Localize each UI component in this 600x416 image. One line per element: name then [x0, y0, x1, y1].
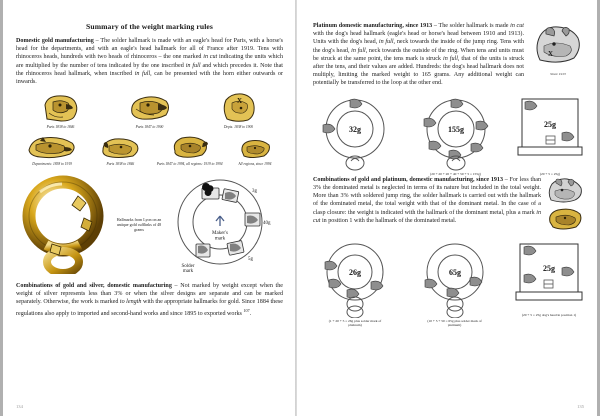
hallmark-caption: Depts. 1838 to 1900: [223, 125, 254, 130]
page-number-left: 134: [16, 404, 23, 409]
ring-photo-diagram-band: [16, 172, 283, 276]
rhinoceros-head-icon: [99, 136, 141, 160]
svg-text:X: X: [548, 50, 554, 58]
paragraph-silver-lead: Combinations of gold and silver, domestic manufacturing: [16, 283, 172, 290]
hallmark-punch: [92, 136, 148, 166]
paragraph-gold-silver: [16, 282, 283, 318]
diagram-formula: (20 + 5 = 25g): [539, 171, 561, 176]
diagram-ring-155g: [413, 97, 499, 176]
gold-platinum-figures: [546, 176, 586, 234]
weight-value: 25g: [543, 263, 555, 273]
weight-value: 26g: [349, 267, 361, 277]
hallmark-punch: [203, 91, 275, 129]
diagram-formula: (20 + 20 + 20 + 40 + 50 + 5 = 155g): [430, 171, 481, 176]
paragraph-platinum-text: – The solder hallmark is made: [432, 23, 511, 29]
paragraph-platinum-lead: Platinum domestic manufacturing, since 1913: [313, 23, 433, 29]
paragraph-gold-text2: indicating the units which are multiplied by the number of tens indicated by the one inscribed: [16, 54, 283, 69]
ring-positions-diagram: [166, 172, 274, 276]
weight-value: 32g: [349, 124, 361, 134]
diagram-plate-25g-dog: [512, 242, 586, 317]
hallmark-caption: Paris 1838 to 1846: [106, 161, 135, 166]
gold-ring-photograph: [16, 174, 112, 274]
left-page: [0, 0, 297, 416]
horse-head-icon: [26, 134, 78, 160]
paragraph-gp-text: – For less than 3% the dominated metal is neglected in terms of its nature but included in the total weight. More than 3% with soldered jump ring, the solder hallmark is carried out with the hallmark of the dominated metal, the total weight with that of the dominant metal. In the case of a clasp closure: the weight is indicated with the hallmark of the dominant metal, plus a mark: [313, 176, 541, 216]
dog-head-figure: [530, 22, 586, 76]
page-edge-left: [0, 0, 3, 416]
svg-text:X: X: [236, 97, 242, 106]
paragraph-gold-italic3: in full: [134, 70, 151, 77]
paragraph-platinum-italic2: in full: [378, 39, 394, 46]
paragraph-silver-text3: .: [249, 310, 252, 317]
paragraph-platinum-text3: , neck towards the inside of the jump ring. Tens with the dog's head,: [313, 39, 524, 54]
horse-head-icon: [220, 91, 258, 123]
weight-value: 25g: [544, 119, 556, 129]
rhinoceros-head-icon: [238, 138, 272, 160]
ring-photo-caption: Hallmarks from Lyon on an antique gold cufflinks of 48 grams: [116, 216, 162, 232]
eagle-head-icon: [128, 93, 172, 123]
diagram-plate-25g: [514, 97, 586, 176]
dog-head-icon: [532, 22, 584, 66]
diagram-ring-26g: [313, 242, 397, 327]
rhinoceros-head-icon: [170, 134, 210, 160]
eagle-head-icon: [41, 93, 81, 123]
ring-weight-diagram: [412, 242, 498, 318]
hallmark-caption: All regions, since 1994: [238, 161, 272, 166]
diagram-ring-65g: [412, 242, 498, 327]
hallmark-punch: [20, 134, 84, 166]
dog-head-caption: Since 1913: [550, 72, 566, 76]
paragraph-silver-text: – Not marked by weight except when the weight of silver represents less than 3% or when the silver designs are separate and can be marked separately. Otherwise, the work is marked: [16, 283, 284, 306]
hallmark-caption: Paris 1847 to 1900: [135, 125, 164, 130]
ring-weight-diagram: [313, 242, 397, 318]
hallmark-punch-row-1: [16, 91, 283, 129]
footnote-marker: 107: [243, 307, 250, 313]
paragraph-platinum-text5: , that of the units is struck after the tens, and their values are added. Hundreds: the dog's head hallmark does not multiply, limiting the marked weight to 165 grams. Any additional weight can potentially be transferred to the loop at the other end.: [313, 55, 524, 87]
platinum-diagram-row: [313, 97, 586, 176]
diagram-ring-32g: [313, 97, 397, 172]
weight-value: 155g: [447, 124, 464, 134]
solder-mark-label: Solder: [181, 264, 195, 270]
hallmark-position-diagram: [166, 172, 274, 276]
paragraph-gold-text3: and which precedes it. Note that the rhinoceros head hallmark, when inscribed: [16, 62, 283, 77]
paragraph-gold-text: – The solder hallmark is made with an eagle's head for Paris, with a horse's head for the departments, and with an eagle's head hallmark for all of France after 1919. Tens with rhinoceros heads, hundreds with two heads of rhinoceros – the one marked: [16, 38, 283, 61]
plate-weight-diagram: [512, 242, 586, 312]
weight-label: 3g: [252, 189, 257, 195]
paragraph-platinum-text4: , neck towards the outside of the ring. When tens and units must be struck at the same point, the tens mark is struck: [313, 47, 524, 62]
dog-head-icon: [546, 176, 584, 204]
ring-weight-diagram: [313, 97, 397, 171]
hallmark-punch: [114, 93, 186, 129]
page-number-right: 135: [577, 404, 584, 409]
paragraph-gp-italic1: in cut: [313, 209, 541, 224]
hallmark-caption: Paris 1838 to 1846: [46, 125, 75, 130]
page-title: Summary of the weight marking rules: [86, 22, 213, 31]
paragraph-gold-manufacturing: [16, 37, 283, 86]
paragraph-gp-text2: in position 1 with the hallmark of the dominated metal.: [320, 217, 457, 224]
diagram-formula: (10 + 5 + 50 = 65g plus solder mark of platinum): [427, 318, 482, 328]
paragraph-gold-italic2: in full: [185, 62, 201, 69]
paragraph-platinum-italic1: in cut: [510, 23, 524, 29]
diagram-formula: (1 + 20 + 5 = 26g plus solder mark of platinum): [328, 318, 382, 328]
paragraph-silver-italic1: to length: [119, 299, 142, 306]
paragraph-platinum-italic3: in full: [351, 47, 366, 54]
rhinoceros-head-icon: [546, 206, 584, 232]
paragraph-gold-text4: , can be presented with the horn either outwards or inwards.: [16, 70, 284, 86]
paragraph-gold-italic1: in cut: [203, 54, 218, 61]
hallmark-punch: [25, 93, 97, 129]
plate-weight-diagram: [514, 97, 586, 171]
weight-value: 65g: [448, 267, 461, 277]
paragraph-gp-lead: Combinations of gold and platinum, domestic manufacturing, since 1913: [313, 176, 504, 183]
paragraph-gold-lead: Domestic gold manufacturing: [16, 38, 94, 44]
gold-ring-image: [16, 174, 112, 274]
svg-text:mark: mark: [214, 236, 226, 242]
weight-label: 5g: [248, 257, 253, 263]
makers-mark-label: Maker's: [212, 231, 228, 237]
diagram-formula: (20 + 5 = 25g dog's head in position 1): [521, 312, 577, 317]
combination-diagram-row: [313, 242, 586, 327]
svg-text:mark: mark: [182, 269, 194, 275]
hallmark-punch: [157, 134, 223, 166]
weight-label: 40g: [263, 221, 271, 227]
right-page: [297, 0, 600, 416]
paragraph-silver-text2: with the appropriate hallmarks for gold. Since 1884 these regulations also apply to imported and second-hand works and since 1895 to exported works: [16, 299, 283, 317]
hallmark-punch: [231, 138, 279, 166]
hallmark-punch-row-2: [16, 134, 283, 166]
hallmark-caption: Departments: 1838 to 1919: [32, 161, 72, 166]
paragraph-platinum-text2: with the dog's head hallmark (eagle's head or horse's head between 1910 and 1913). Units with the dog's head,: [313, 31, 524, 46]
paragraph-platinum-italic4: in full: [443, 55, 458, 62]
ring-weight-diagram: [413, 97, 499, 171]
hallmark-caption: Paris 1847 to 1994, all regions: 1919 to 1994: [156, 161, 223, 166]
